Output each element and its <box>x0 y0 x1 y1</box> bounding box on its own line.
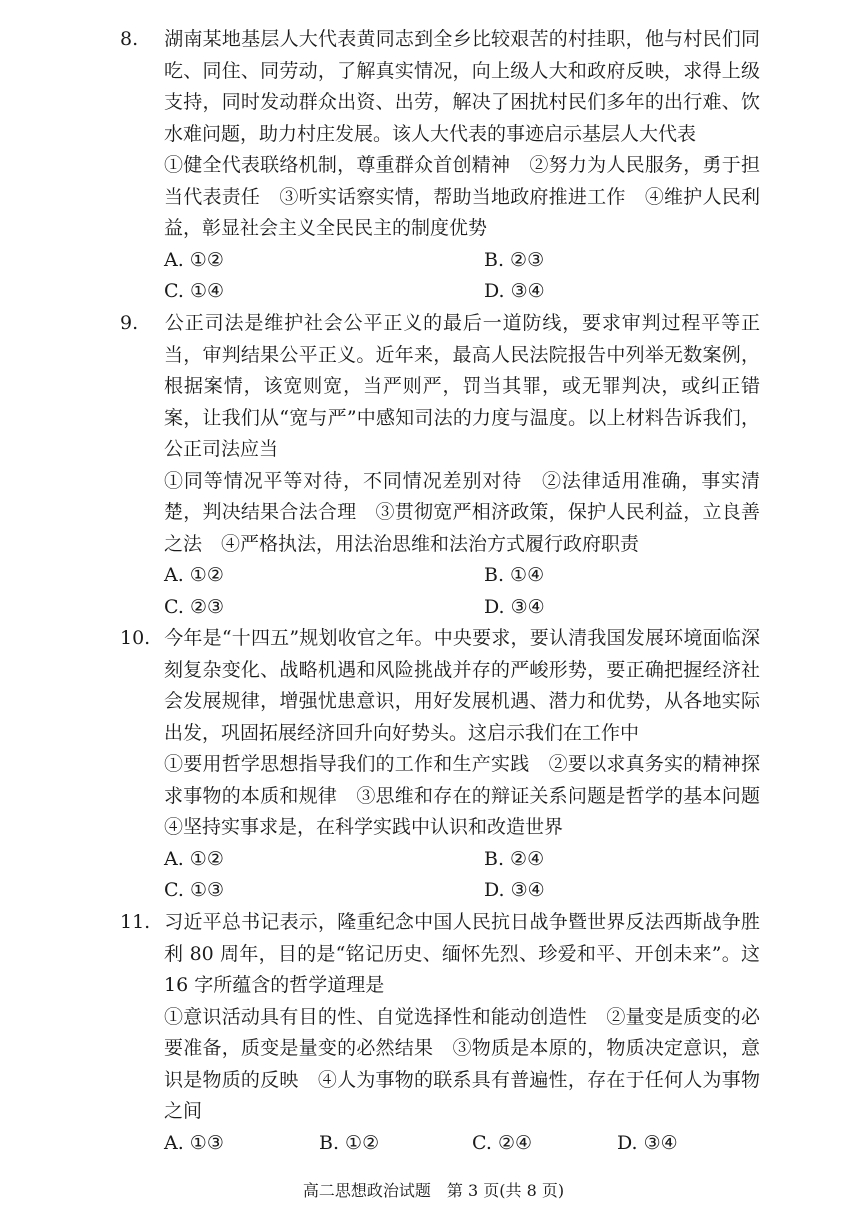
options-row-2 <box>164 276 760 308</box>
question-statements: ①意识活动具有目的性、自觉选择性和能动创造性 ②量变是质变的必要准备，质变是量变的必然结果 ③物质是本原的，物质决定意识，意识是物质的反映 ④人为事物的联系具有普遍性，存在于任何人为事物之间 <box>164 1005 760 1122</box>
option-c[interactable]: C. ①③ <box>164 879 225 901</box>
question-statements: ①同等情况平等对待，不同情况差别对待 ②法律适用准确，事实清楚，判决结果合法合理 ③贯彻宽严相济政策，保护人民利益，立良善之法 ④严格执法，用法治思维和法治方式履行政府职责 <box>164 469 760 555</box>
question-stem <box>120 907 760 1002</box>
options-row-1 <box>164 245 760 277</box>
question-stem-text: 公正司法是维护社会公平正义的最后一道防线，要求审判过程平等正当，审判结果公平正义。近年来，最高人民法院报告中列举无数案例，根据案情，该宽则宽，当严则严，罚当其罪，或无罪判决，或纠正错案，让我们从“宽与严”中感知司法的力度与温度。以上材料告诉我们，公正司法应当 <box>164 312 760 460</box>
option-c[interactable]: C. ②④ <box>472 1131 533 1154</box>
options-row-1 <box>164 560 760 592</box>
options-row-2 <box>164 592 760 624</box>
option-d[interactable]: D. ③④ <box>484 879 545 901</box>
option-a[interactable]: A. ①② <box>164 847 224 870</box>
question-stem <box>120 308 760 466</box>
question-8 <box>120 24 760 308</box>
question-number: 10. <box>120 627 151 649</box>
question-statements: ①健全代表联络机制，尊重群众首创精神 ②努力为人民服务，勇于担当代表责任 ③听实话察实情，帮助当地政府推进工作 ④维护人民利益，彰显社会主义全民民主的制度优势 <box>164 154 760 239</box>
option-a[interactable]: A. ①② <box>164 248 224 271</box>
page-footer: 高二思想政治试题 第 3 页(共 8 页) <box>302 1181 565 1200</box>
option-d[interactable]: D. ③④ <box>484 595 545 618</box>
options-row <box>164 1128 760 1160</box>
question-stem <box>120 24 760 150</box>
option-a[interactable]: A. ①③ <box>164 1131 224 1154</box>
option-c[interactable]: C. ②③ <box>164 595 225 618</box>
question-11 <box>120 907 760 1159</box>
option-d[interactable]: D. ③④ <box>484 280 545 302</box>
question-number: 8. <box>120 28 139 50</box>
question-number: 11. <box>120 911 151 933</box>
question-statements: ①要用哲学思想指导我们的工作和生产实践 ②要以求真务实的精神探求事物的本质和规律 ③思维和存在的辩证关系问题是哲学的基本问题 ④坚持实事求是，在科学实践中认识和改造世界 <box>164 753 780 838</box>
question-stem-text: 今年是“十四五”规划收官之年。中央要求，要认清我国发展环境面临深刻复杂变化、战略机遇和风险挑战并存的严峻形势，要正确把握经济社会发展规律，增强忧患意识，用好发展机遇、潜力和优势，从各地实际出发，巩固拓展经济回升向好势头。这启示我们在工作中 <box>164 627 760 744</box>
question-10 <box>120 623 780 907</box>
options-row-1 <box>164 844 760 876</box>
option-a[interactable]: A. ①② <box>164 564 224 586</box>
option-b[interactable]: B. ②③ <box>484 248 545 271</box>
option-b[interactable]: B. ①② <box>319 1131 380 1154</box>
option-c[interactable]: C. ①④ <box>164 280 225 302</box>
option-b[interactable]: B. ①④ <box>484 564 545 586</box>
question-stem-text: 湖南某地基层人大代表黄同志到全乡比较艰苦的村挂职，他与村民们同吃、同住、同劳动，了解真实情况，向上级人大和政府反映，求得上级支持，同时发动群众出资、出劳，解决了困扰村民们多年的出行难、饮水难问题，助力村庄发展。该人大代表的事迹启示基层人大代表 <box>164 28 760 145</box>
options-row-2 <box>164 875 760 907</box>
question-number: 9. <box>120 312 139 334</box>
question-stem-text: 习近平总书记表示，隆重纪念中国人民抗日战争暨世界反法西斯战争胜利 80 周年，目的是“铭记历史、缅怀先烈、珍爱和平、开创未来”。这 16 字所蕴含的哲学道理是 <box>164 911 760 996</box>
question-9 <box>120 308 760 623</box>
option-d[interactable]: D. ③④ <box>617 1131 678 1154</box>
question-stem <box>120 623 760 749</box>
option-b[interactable]: B. ②④ <box>484 847 545 870</box>
